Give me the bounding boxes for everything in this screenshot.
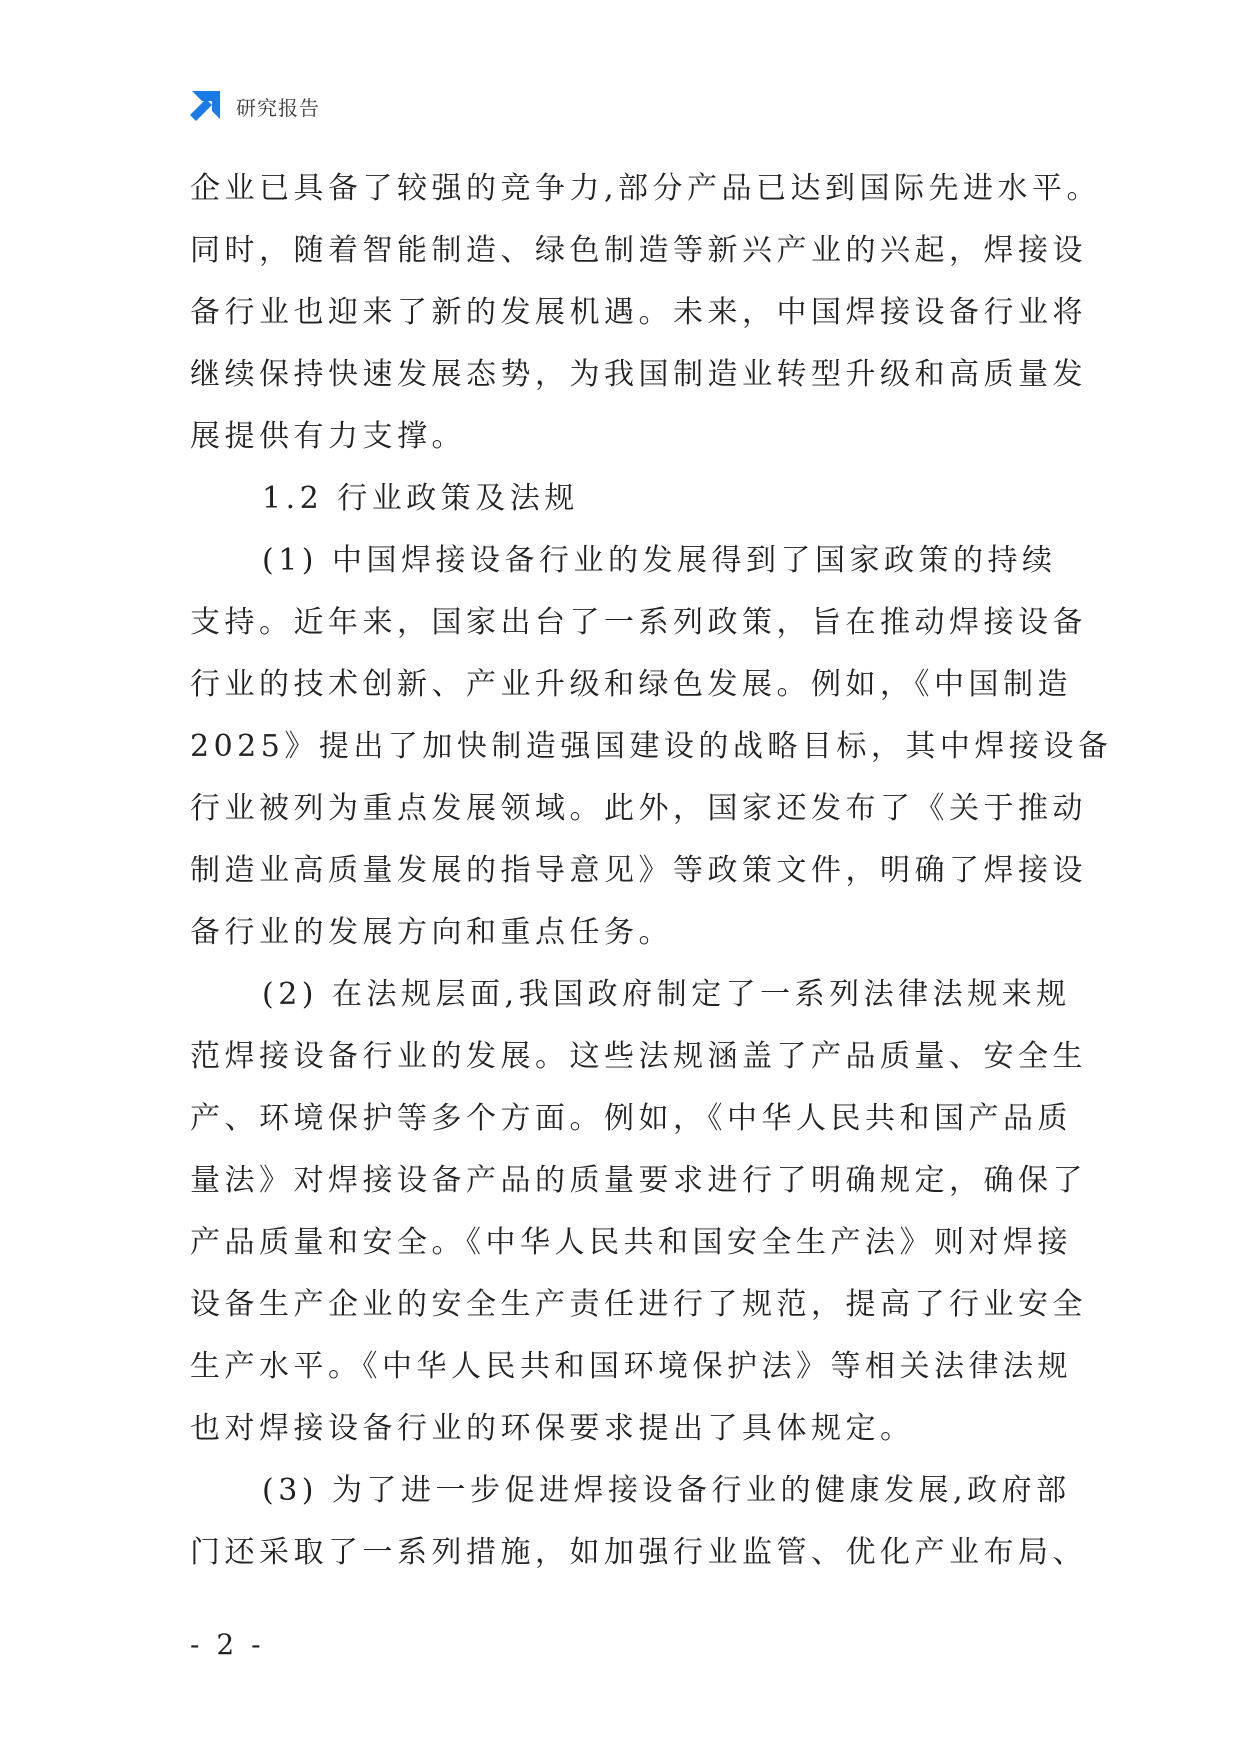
- text-line: 量法》对焊接设备产品的质量要求进行了明确规定，确保了: [190, 1163, 1087, 1198]
- paragraph-start: (3) 为了进一步促进焊接设备行业的健康发展,政府部: [262, 1473, 1071, 1508]
- text-line: 展提供有力支撑。: [190, 419, 466, 454]
- text-line: 门还采取了一系列措施，如加强行业监管、优化产业布局、: [190, 1535, 1087, 1570]
- text-line: 设备生产企业的安全生产责任进行了规范，提高了行业安全: [190, 1287, 1087, 1322]
- text-line: 支持。近年来，国家出台了一系列政策，旨在推动焊接设备: [190, 605, 1087, 640]
- text-line: 备行业的发展方向和重点任务。: [190, 915, 673, 950]
- report-logo-icon: [188, 89, 222, 123]
- text-line: 2025》提出了加快制造强国建设的战略目标，其中焊接设备: [190, 729, 1113, 764]
- text-line: 范焊接设备行业的发展。这些法规涵盖了产品质量、安全生: [190, 1039, 1087, 1074]
- text-line: 也对焊接设备行业的环保要求提出了具体规定。: [190, 1411, 915, 1446]
- text-line: 同时，随着智能制造、绿色制造等新兴产业的兴起，焊接设: [190, 233, 1087, 268]
- header-title: 研究报告: [236, 95, 320, 120]
- text-line: 行业的技术创新、产业升级和绿色发展。例如，《中国制造: [190, 667, 1072, 702]
- text-line: 产品质量和安全。《中华人民共和国安全生产法》则对焊接: [190, 1225, 1072, 1260]
- text-line: 产、环境保护等多个方面。例如，《中华人民共和国产品质: [190, 1101, 1072, 1136]
- text-line: 制造业高质量发展的指导意见》等政策文件，明确了焊接设: [190, 853, 1087, 888]
- text-line: 继续保持快速发展态势，为我国制造业转型升级和高质量发: [190, 357, 1087, 392]
- text-line: 备行业也迎来了新的发展机遇。未来，中国焊接设备行业将: [190, 295, 1087, 330]
- section-heading: 1.2 行业政策及法规: [262, 481, 579, 516]
- text-line: 行业被列为重点发展领域。此外，国家还发布了《关于推动: [190, 791, 1087, 826]
- paragraph-start: (2) 在法规层面,我国政府制定了一系列法律法规来规: [262, 977, 1071, 1012]
- document-body: [190, 158, 1113, 1584]
- text-line: 生产水平。《中华人民共和国环境保护法》等相关法律法规: [190, 1349, 1072, 1384]
- paragraph-start: (1) 中国焊接设备行业的发展得到了国家政策的持续: [262, 543, 1057, 578]
- page-header: [188, 88, 320, 124]
- text-line: 企业已具备了较强的竞争力,部分产品已达到国际先进水平。: [190, 171, 1102, 206]
- page-number: - 2 -: [190, 1628, 265, 1661]
